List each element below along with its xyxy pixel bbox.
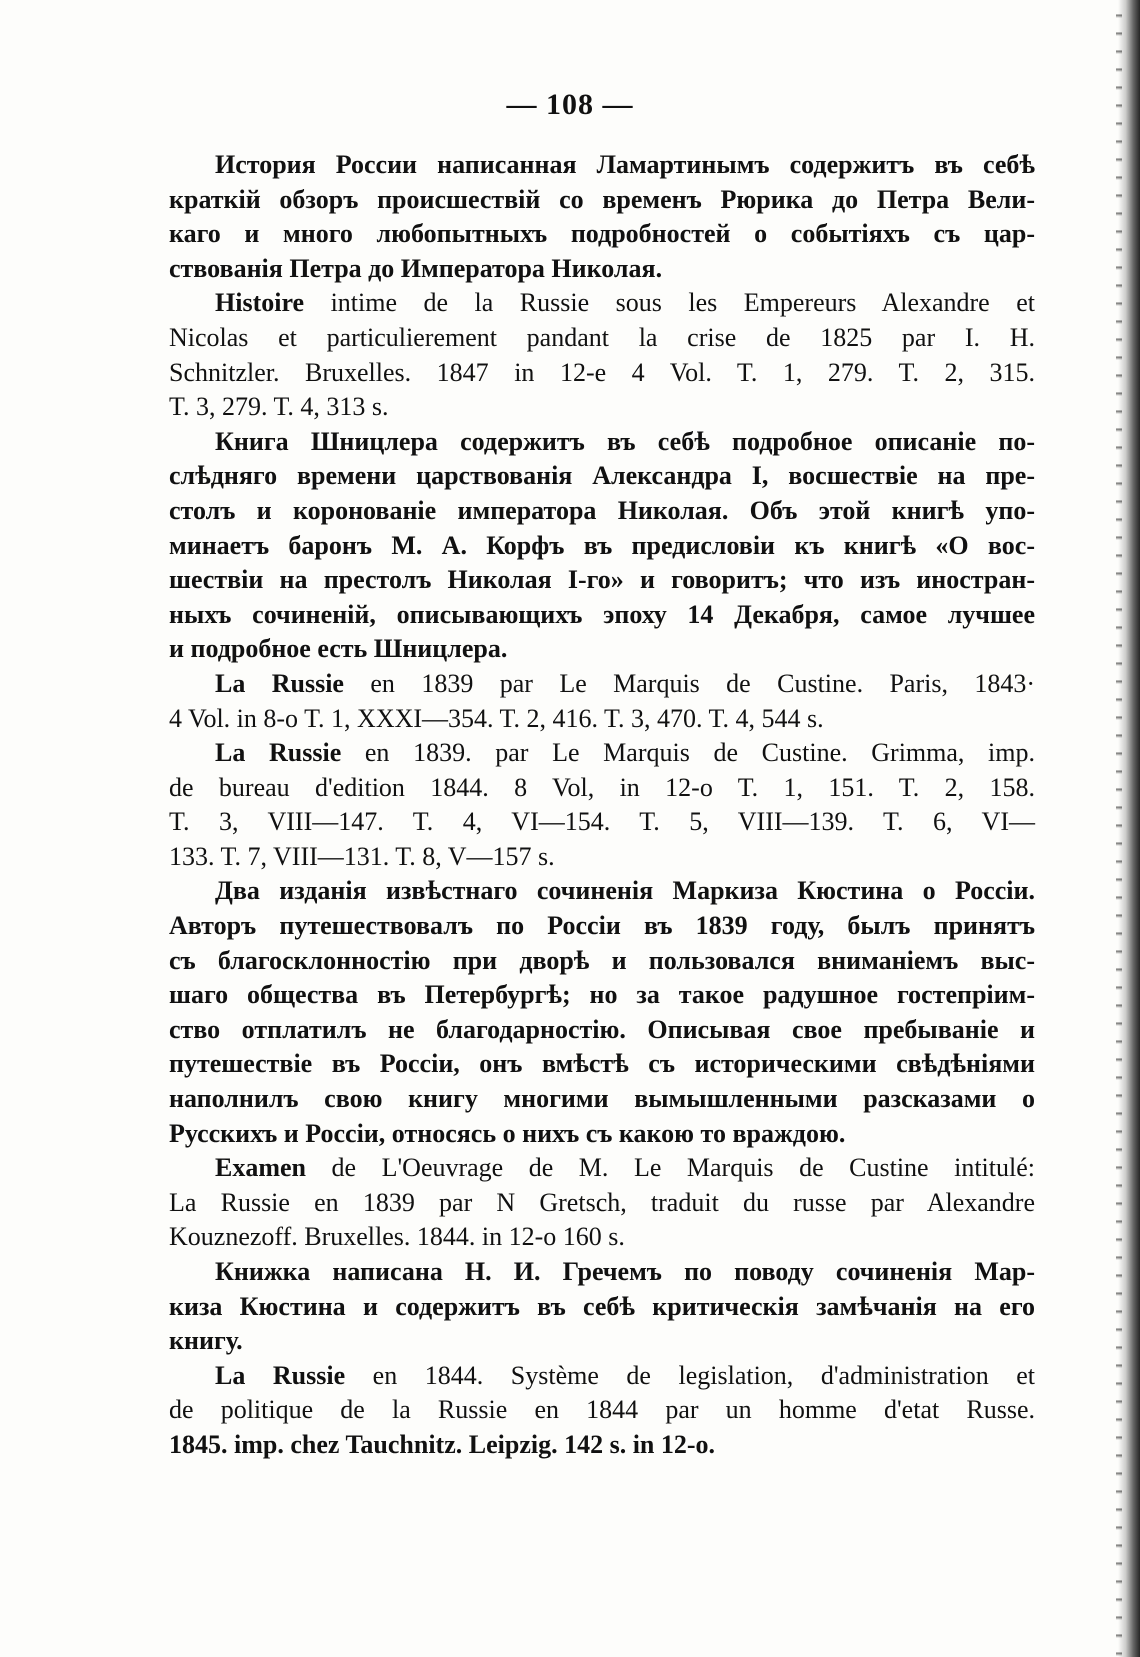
text-line: Русскихъ и Россіи, относясь о нихъ съ какою то враждою. [169,1118,846,1148]
text-line: La Russie en 1839 par N Gretsch, traduit du russe par Alexandre [169,1187,1035,1217]
text-line [169,286,1035,321]
text-line: и подробное есть Шницлера. [169,634,508,664]
entry-lead: La Russie [215,738,342,768]
entry-text: en 1839 par Le Marquis de Custine. Paris, 1843· [370,668,1036,698]
text-line: столъ и коронованіе императора Николая. Объ этой книгѣ упо- [169,495,1035,525]
text-line [169,736,1035,771]
entry-text: en 1844. Système de legislation, d'administration et [372,1360,1036,1390]
text-line: краткій обзоръ происшествій со временъ Рюрика до Петра Вели- [169,184,1035,214]
text-line: киза Кюстина и содержитъ въ себѣ критическія замѣчанія на его [169,1291,1035,1321]
text-line: путешествіе въ Россіи, онъ вмѣстѣ съ историческими свѣдѣніями [169,1049,1035,1079]
text-line: Nicolas et particulierement pandant la crise de 1825 par I. H. [169,322,1035,352]
paragraph-custine-grimma [169,736,1035,874]
text-line: каго и много любопытныхъ подробностей о событіяхъ съ цар- [169,219,1035,249]
entry-lead: La Russie [215,668,344,698]
text-line: Schnitzler. Bruxelles. 1847 in 12-e 4 Vol. T. 1, 279. T. 2, 315. [169,357,1035,387]
text-line: минаетъ баронъ М. А. Корфъ въ предисловіи къ книгѣ «О вос- [169,530,1035,560]
entry-text: de L'Oeuvrage de M. Le Marquis de Custine intitulé: [331,1153,1035,1183]
text-line: 133. T. 7, VIII—131. T. 8, V—157 s. [169,841,555,871]
text-line: ство отплатилъ не благодарностію. Описывая свое пребываніе и [169,1014,1035,1044]
text-line [169,667,1035,702]
page-number: — 108 — [506,88,634,121]
text-line: шествіи на престолъ Николая I-го» и говоритъ; что изъ иностран- [169,565,1035,595]
text-line: слѣдняго времени царствованія Александра I, восшествіе на пре- [169,461,1035,491]
text-line: 1845. imp. chez Tauchnitz. Leipzig. 142 s. in 12-o. [169,1429,716,1459]
page-edge-specks [1116,0,1122,1657]
text-line: История России написанная Ламартинымъ содержитъ въ себѣ [215,150,1035,179]
text-line: ствованія Петра до Императора Николая. [169,253,663,283]
entry-text: en 1839. par Le Marquis de Custine. Grimma, imp. [364,738,1036,768]
text-line: Два изданія извѣстнаго сочиненія Маркиза Кюстина о Россіи. [215,876,1035,906]
paragraph-custine-description [169,874,1035,1151]
paragraph-lamartine-history [169,148,1035,286]
entry-lead: Histoire [215,288,305,318]
text-line [169,1151,1035,1186]
text-line: de politique de la Russie en 1844 par un homme d'etat Russe. [169,1395,1035,1425]
paragraph-gretsch-description [169,1255,1035,1359]
text-line: шаго общества въ Петербургѣ; но за такое радушное гостепріим- [169,980,1035,1010]
text-line: de bureau d'edition 1844. 8 Vol, in 12-o T. 1, 151. T. 2, 158. [169,772,1035,802]
text-line: Книга Шницлера содержитъ въ себѣ подробное описаніе по- [215,426,1035,456]
text-line [169,1359,1035,1394]
text-line: Книжка написана Н. И. Гречемъ по поводу сочиненія Мар- [215,1257,1035,1286]
entry-text: intime de la Russie sous les Empereurs Alexandre et [330,288,1035,318]
entry-lead: Examen [215,1153,306,1183]
text-line: ныхъ сочиненій, описывающихъ эпоху 14 Декабря, самое лучшее [169,599,1035,629]
text-line: T. 3, VIII—147. T. 4, VI—154. T. 5, VIII—139. T. 6, VI— [169,807,1035,837]
text-line: наполнилъ свою книгу многими вымышленными разсказами о [169,1084,1035,1114]
paragraph-russie-1844 [169,1359,1035,1463]
text-line: Авторъ путешествовалъ по Россіи въ 1839 году, былъ принятъ [169,911,1035,941]
text-line: съ благосклонностію при дворѣ и пользовался вниманіемъ выс- [169,945,1035,975]
text-line: Kouznezoff. Bruxelles. 1844. in 12-o 160 s. [169,1222,625,1252]
paragraph-schnitzler-histoire [169,286,1035,424]
text-line: 4 Vol. in 8-o T. 1, XXXI—354. T. 2, 416. T. 3, 470. T. 4, 544 s. [169,703,824,733]
paragraph-schnitzler-description [169,425,1035,667]
entry-lead: La Russie [215,1360,346,1390]
body-text [169,148,1035,1463]
text-line: книгу. [169,1326,243,1356]
paragraph-examen-gretsch [169,1151,1035,1255]
paragraph-custine-paris [169,667,1035,736]
text-line: T. 3, 279. T. 4, 313 s. [169,392,389,422]
